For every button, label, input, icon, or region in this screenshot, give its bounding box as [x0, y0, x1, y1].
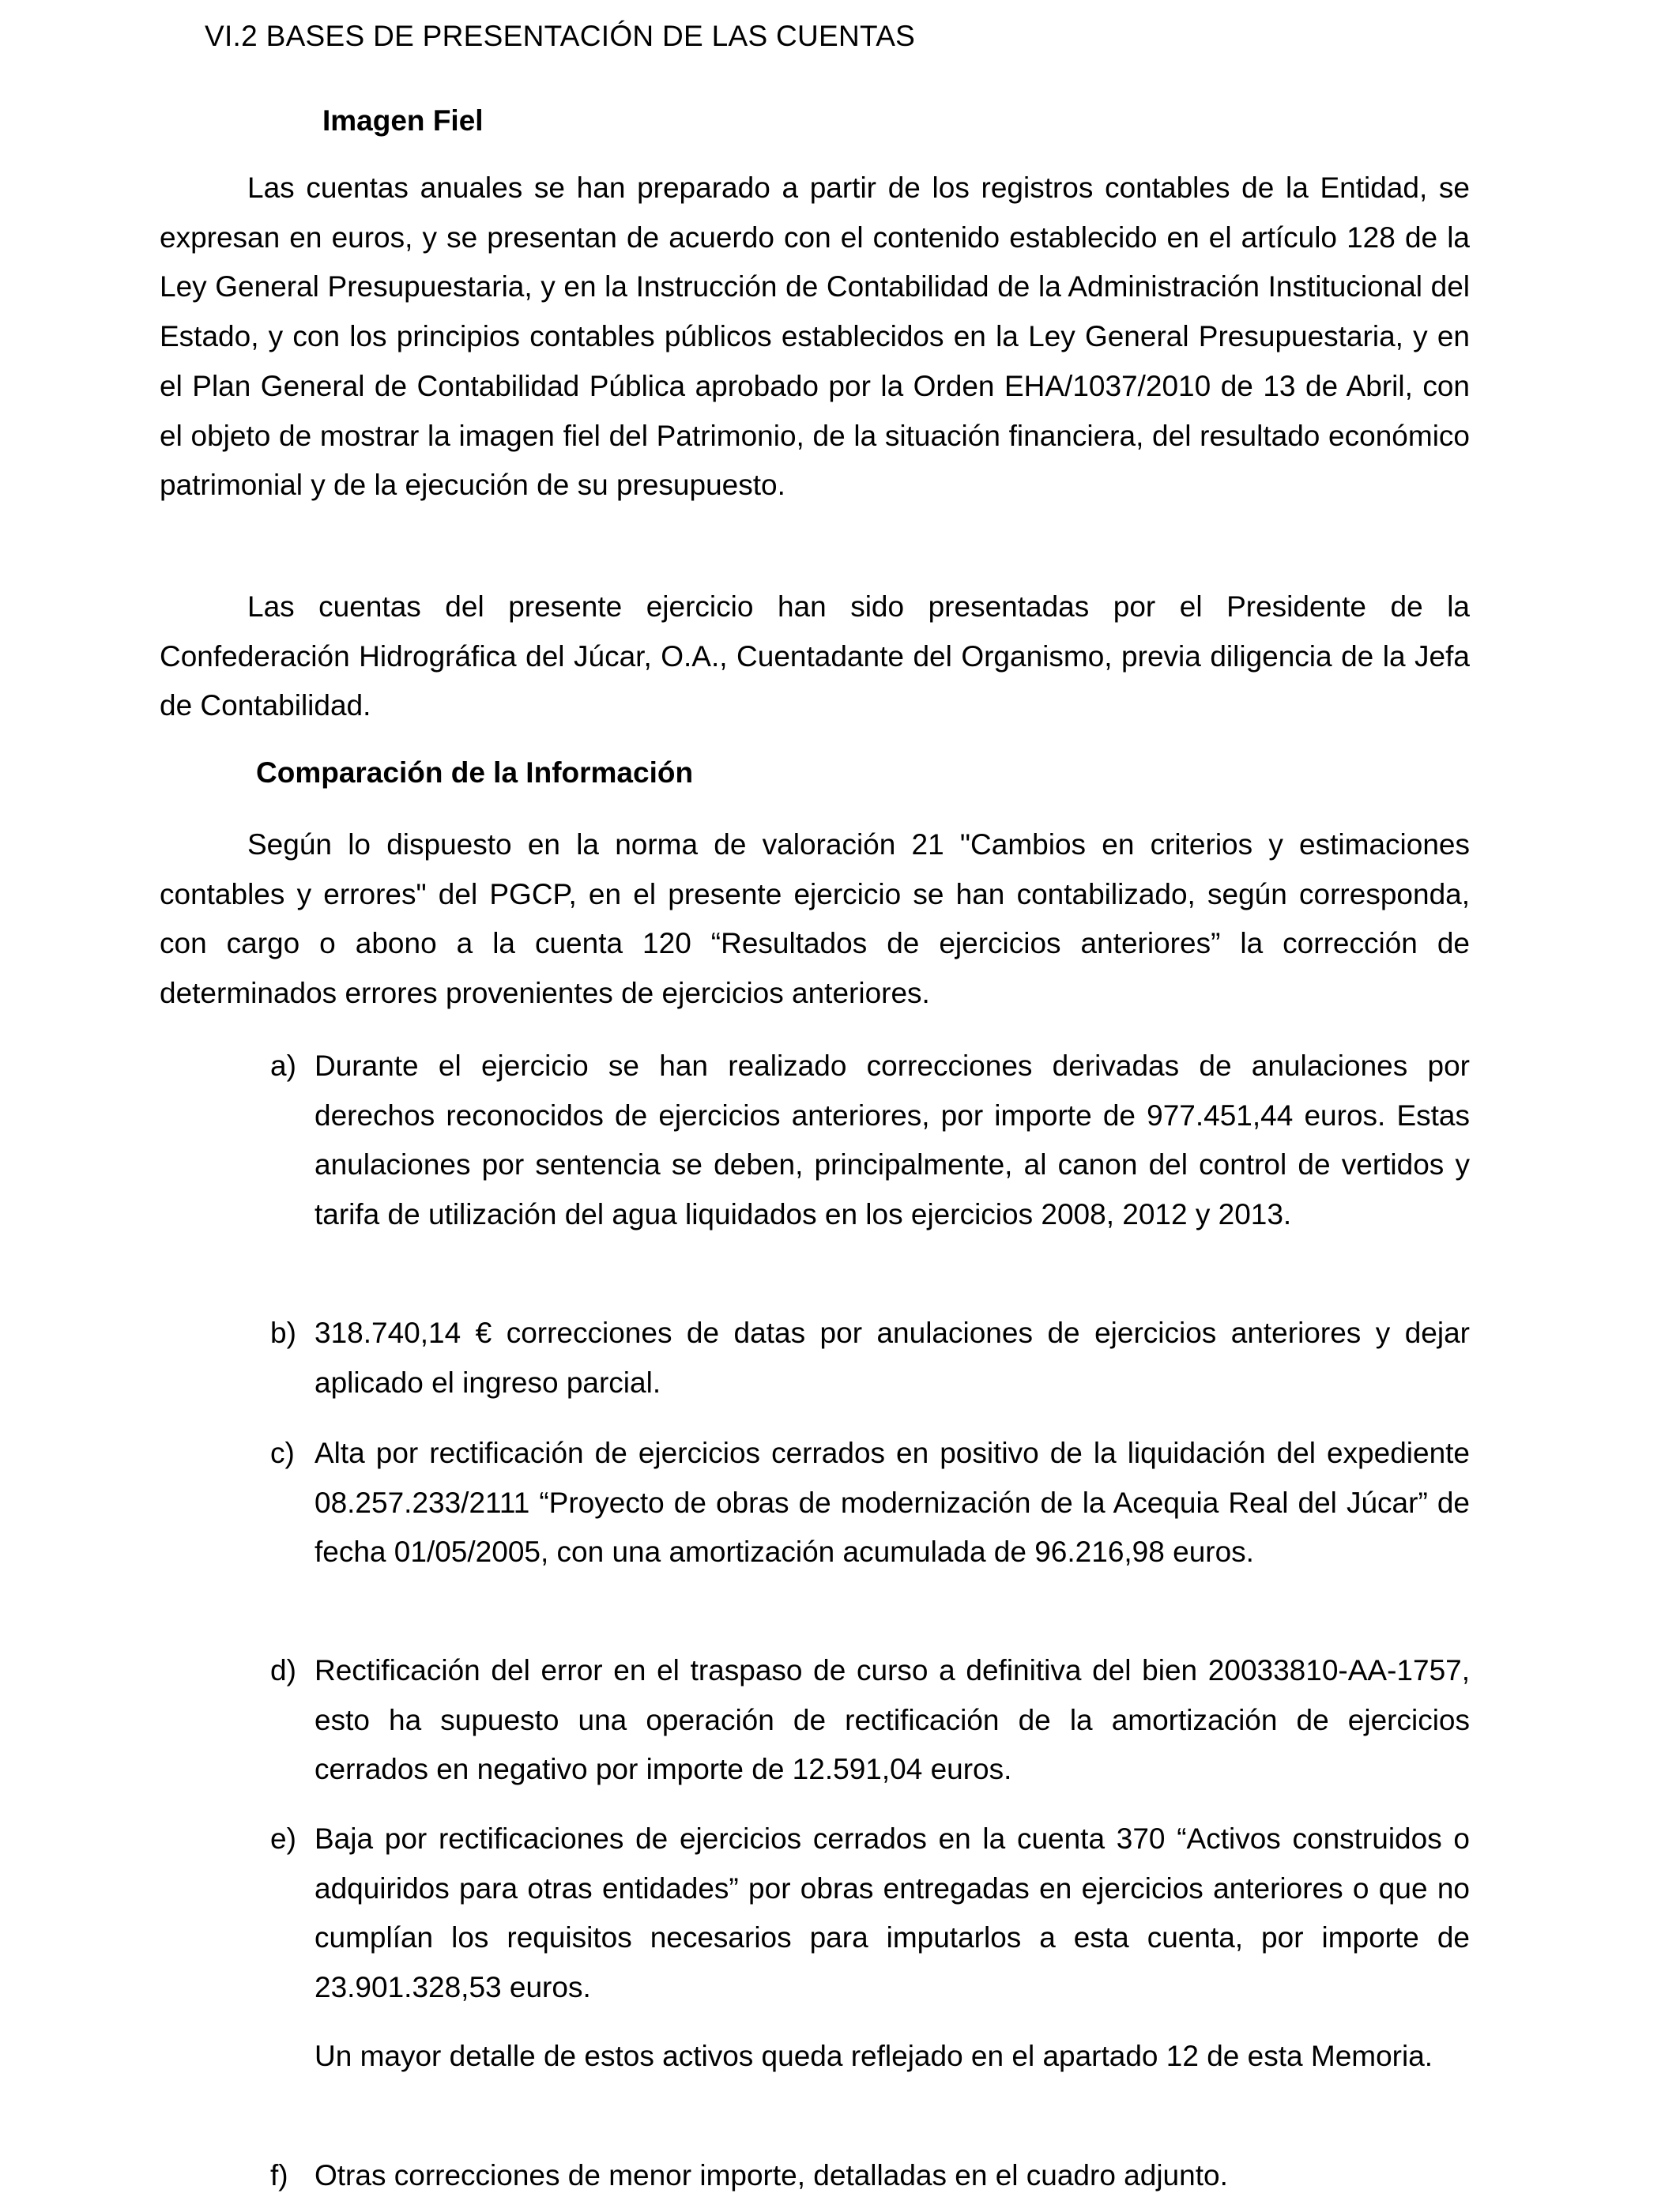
list-marker: c) [270, 1437, 295, 1469]
paragraph-imagen-fiel-1: Las cuentas anuales se han preparado a partir de los registros contables de la Entidad, se expresan en euros, y se presentan de acuerdo con el contenido establecido en el artículo 128 de la Ley General Presupuestaria, y en la Instrucción de Contabilidad de la Administración Institucional del Estado, y con los principios contables públicos establecidos en la Ley General Presupuestaria, y en el Plan General de Contabilidad Pública aprobado por la Orden EHA/1037/2010 de 13 de Abril, con el objeto de mostrar la imagen fiel del Patrimonio, de la situación financiera, del resultado económico patrimonial y de la ejecución de su presupuesto. [160, 171, 1470, 502]
paragraph-imagen-fiel-2: Las cuentas del presente ejercicio han sido presentadas por el Presidente de la Confederación Hidrográfica del Júcar, O.A., Cuentadante del Organismo, previa diligencia de la Jefa de Contabilidad. [160, 590, 1470, 722]
list-item-text: Rectificación del error en el traspaso de curso a definitiva del bien 20033810-AA-1757, esto ha supuesto una operación de rectificación de la amortización de ejercicios cerrados en negativo por importe de 12.591,04 euros. [315, 1654, 1470, 1786]
list-marker: b) [270, 1317, 296, 1349]
section-title: VI.2 BASES DE PRESENTACIÓN DE LAS CUENTAS [205, 20, 916, 52]
heading-comparacion: Comparación de la Información [256, 756, 694, 789]
list-marker: d) [270, 1654, 296, 1687]
list-item-text: Otras correcciones de menor importe, detalladas en el cuadro adjunto. [315, 2159, 1228, 2192]
list-item-text: Durante el ejercicio se han realizado correcciones derivadas de anulaciones por derechos reconocidos de ejercicios anteriores, por importe de 977.451,44 euros. Estas anulaciones por sentencia se deben, principalmente, al canon del control de vertidos y tarifa de utilización del agua liquidados en los ejercicios 2008, 2012 y 2013. [315, 1050, 1470, 1231]
list-item-text: Baja por rectificaciones de ejercicios cerrados en la cuenta 370 “Activos construidos o adquiridos para otras entidades” por obras entregadas en ejercicios anteriores o que no cumplían los requisitos necesarios para imputarlos a esta cuenta, por importe de 23.901.328,53 euros. [315, 1822, 1470, 2004]
list-marker: e) [270, 1822, 296, 1855]
list-marker: a) [270, 1050, 296, 1082]
list-item-text: 318.740,14 € correcciones de datas por anulaciones de ejercicios anteriores y dejar aplicado el ingreso parcial. [315, 1317, 1470, 1399]
paragraph-comparacion: Según lo dispuesto en la norma de valoración 21 "Cambios en criterios y estimaciones contables y errores" del PGCP, en el presente ejercicio se han contabilizado, según corresponda, con cargo o abono a la cuenta 120 “Resultados de ejercicios anteriores” la corrección de determinados errores provenientes de ejercicios anteriores. [160, 828, 1470, 1010]
list-marker: f) [270, 2159, 288, 2192]
list-item-continuation-text: Un mayor detalle de estos activos queda reflejado en el apartado 12 de esta Memoria. [315, 2040, 1433, 2072]
heading-imagen-fiel: Imagen Fiel [322, 104, 484, 137]
list-item-text: Alta por rectificación de ejercicios cerrados en positivo de la liquidación del expediente 08.257.233/2111 “Proyecto de obras de modernización de la Acequia Real del Júcar” de fecha 01/05/2005, con una amortización acumulada de 96.216,98 euros. [315, 1437, 1470, 1569]
